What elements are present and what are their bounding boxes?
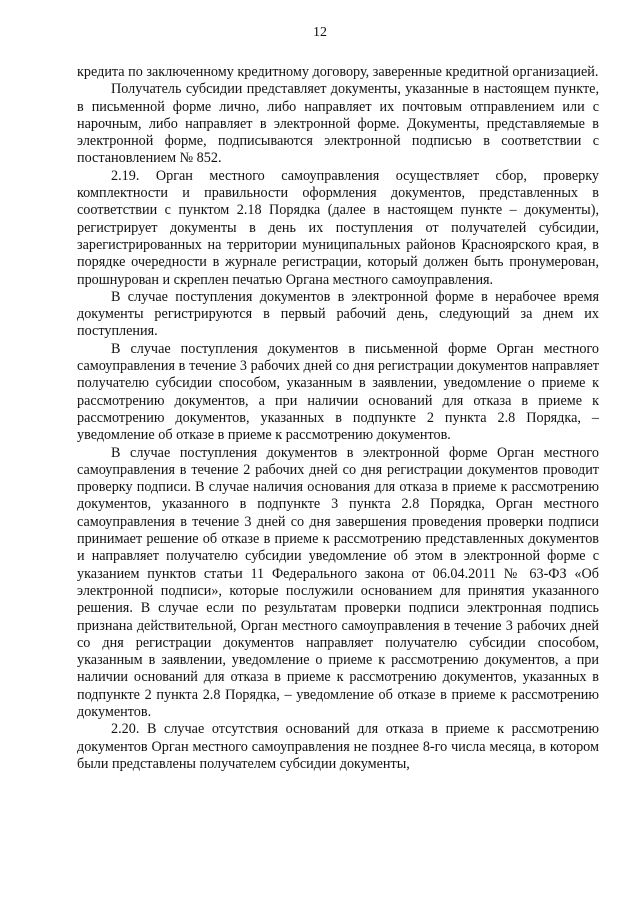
document-body	[77, 64, 599, 773]
paragraph-written-form: В случае поступления документов в письменной форме Орган местного самоуправления в течение 3 рабочих дней со дня регистрации документов направляет получателю субсидии способом, указанным в заявлении, уведомление о приеме к рассмотрению документов, а при наличии оснований для отказа в приеме к рассмотрению документов, указанных в подпункте 2 пункта 2.8 Порядка, – уведомление об отказе в приеме к рассмотрению документов.	[77, 340, 599, 444]
paragraph-2-19: 2.19. Орган местного самоуправления осуществляет сбор, проверку комплектности и правильности оформления документов, представленных в соответствии с пунктом 2.18 Порядка (далее в настоящем пункте – документы), регистрирует документы в день их поступления от получателей субсидии, зарегистрированных на территории муниципальных районов Красноярского края, в порядке очередности в журнале регистрации, который должен быть пронумерован, прошнурован и скреплен печатью Органа местного самоуправления.	[77, 167, 599, 288]
paragraph-electronic-form: В случае поступления документов в электронной форме Орган местного самоуправления в течение 2 рабочих дней со дня регистрации документов проводит проверку подписи. В случае наличия основания для отказа в приеме к рассмотрению документов, указанного в подпункте 3 пункта 2.8 Порядка, Орган местного самоуправления в течение 3 дней со дня завершения проведения проверки подписи принимает решение об отказе в приеме к рассмотрению представленных документов и направляет получателю субсидии уведомление об этом в электронной форме с указанием пунктов статьи 11 Федерального закона от 06.04.2011 № 63-ФЗ «Об электронной подписи», которые послужили основанием для принятия указанного решения. В случае если по результатам проверки подписи электронная подпись признана действительной, Орган местного самоуправления в течение 3 рабочих дней со дня регистрации документов направляет получателю субсидии способом, указанным в заявлении, уведомление о приеме к рассмотрению документов, а при наличии оснований для отказа в приеме к рассмотрению документов, указанных в подпункте 2 пункта 2.8 Порядка, – уведомление об отказе в приеме к рассмотрению документов.	[77, 444, 599, 720]
paragraph-electronic-offhours: В случае поступления документов в электронной форме в нерабочее время документы регистрируются в первый рабочий день, следующий за днем их поступления.	[77, 288, 599, 340]
paragraph-continuation: кредита по заключенному кредитному договору, заверенные кредитной организацией.	[77, 64, 599, 80]
paragraph-submission-methods: Получатель субсидии представляет документы, указанные в настоящем пункте, в письменной форме лично, либо направляет их почтовым отправлением или с нарочным, либо направляет в электронной форме. Документы, представляемые в электронной форме, подписываются электронной подписью в соответствии с постановлением № 852.	[77, 81, 599, 167]
page-number: 12	[313, 25, 327, 40]
paragraph-2-20: 2.20. В случае отсутствия оснований для отказа в приеме к рассмотрению документов Орган местного самоуправления не позднее 8-го числа месяца, в котором были представлены получателем субсидии документы,	[77, 721, 599, 772]
